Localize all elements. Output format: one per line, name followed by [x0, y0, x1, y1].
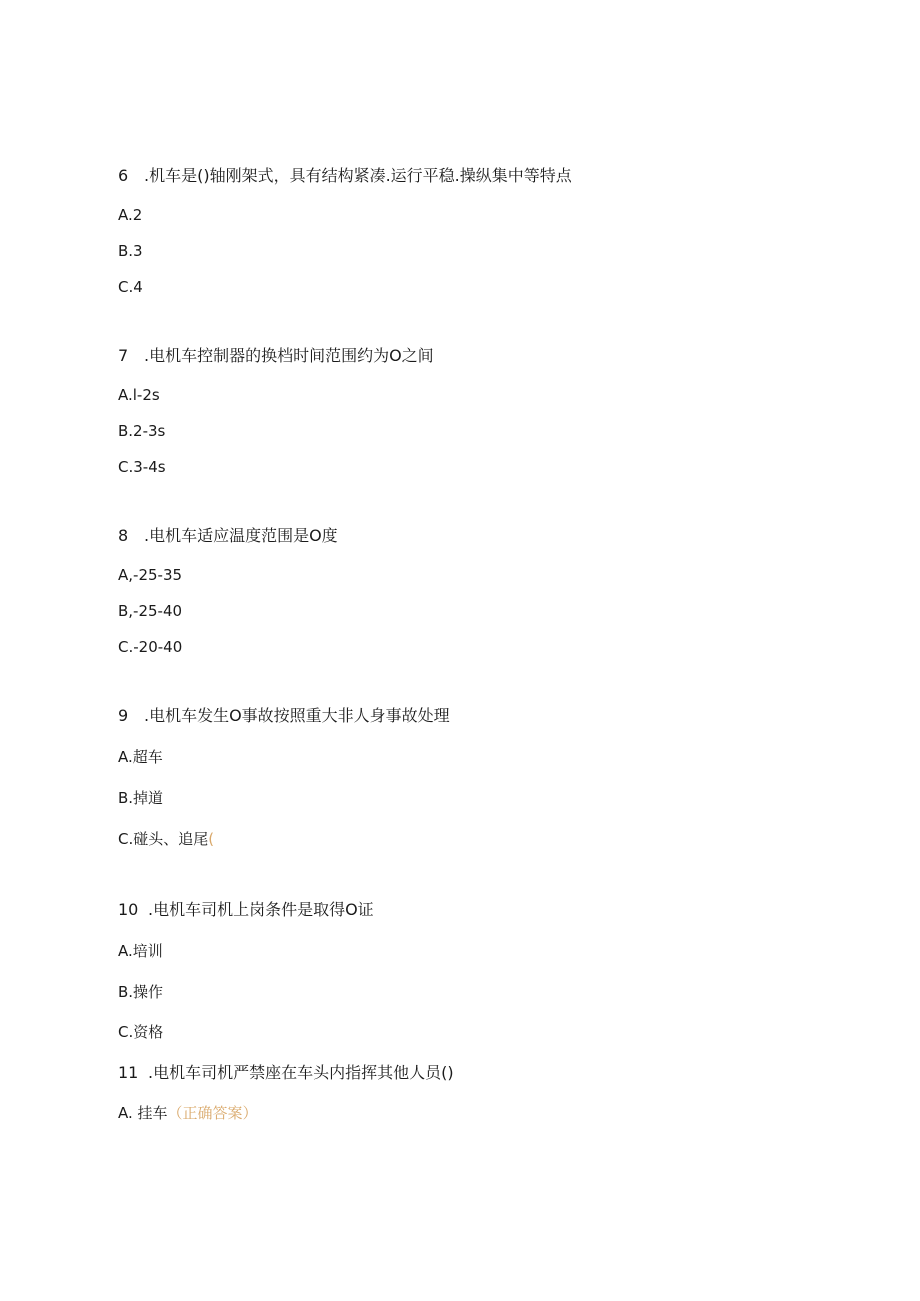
option-7-b: B.2-3s: [118, 422, 166, 440]
option-10-c: C.资格: [118, 1023, 164, 1041]
question-text: .机车是()轴刚架式，具有结构紧凑.运行平稳.操纵集中等特点: [144, 166, 572, 185]
option-10-a: A.培训: [118, 942, 163, 960]
answer-hint: (: [208, 830, 215, 848]
question-text: .电机车司机上岗条件是取得O证: [148, 900, 374, 919]
question-7: [118, 346, 434, 366]
option-text: C.碰头、追尾: [118, 830, 209, 848]
option-6-b: B.3: [118, 242, 143, 260]
option-6-c: C.4: [118, 278, 143, 296]
question-number: 7: [118, 346, 129, 365]
question-text: .电机车适应温度范围是O度: [144, 526, 338, 545]
option-10-b: B.操作: [118, 983, 164, 1001]
question-text: .电机车控制器的换档时间范围约为O之间: [144, 346, 434, 365]
answer-hint: （正确答案）: [167, 1104, 258, 1122]
option-11-a: [118, 1103, 258, 1123]
option-8-a: A,-25-35: [118, 566, 183, 584]
question-10: [118, 900, 374, 920]
question-number: 11: [118, 1063, 139, 1082]
option-7-a: A.l-2s: [118, 386, 160, 404]
question-text: .电机车发生O事故按照重大非人身事故处理: [144, 706, 450, 725]
option-7-c: C.3-4s: [118, 458, 166, 476]
option-8-c: C.-20-40: [118, 638, 183, 656]
option-text: A. 挂车: [118, 1104, 168, 1122]
option-9-c: [118, 829, 214, 849]
option-8-b: B,-25-40: [118, 602, 183, 620]
option-9-b: B.掉道: [118, 789, 164, 807]
question-number: 9: [118, 706, 129, 725]
question-number: 10: [118, 900, 139, 919]
question-6: [118, 166, 572, 186]
question-8: [118, 526, 338, 546]
question-11: [118, 1063, 454, 1083]
question-number: 6: [118, 166, 129, 185]
question-9: [118, 706, 450, 726]
question-number: 8: [118, 526, 129, 545]
option-6-a: A.2: [118, 206, 143, 224]
option-9-a: A.超车: [118, 748, 163, 766]
question-text: .电机车司机严禁座在车头内指挥其他人员(): [148, 1063, 454, 1082]
